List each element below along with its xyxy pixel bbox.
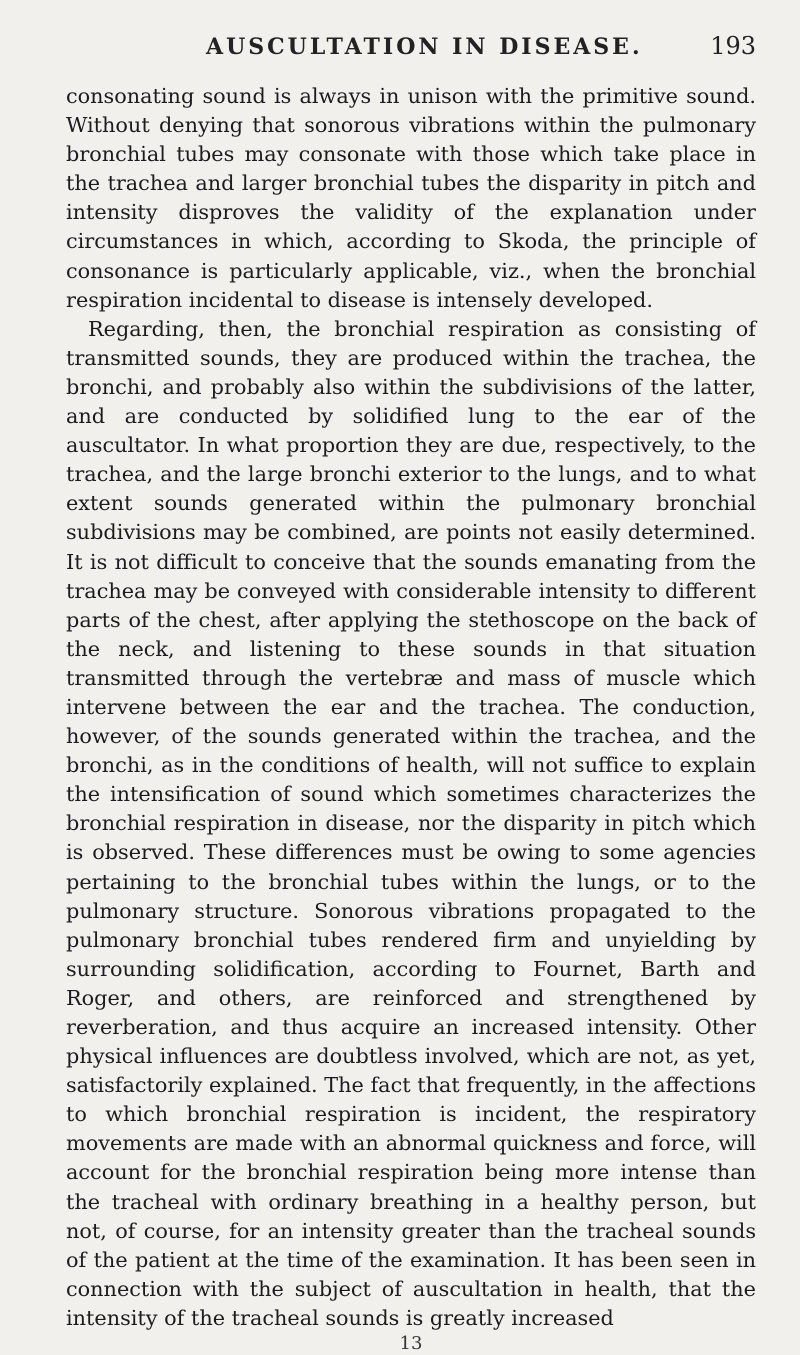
running-title: AUSCULTATION IN DISEASE. xyxy=(206,34,643,60)
paragraph-continued: consonating sound is always in unison with the primitive sound. Without denying that sonorous vibrations within the pulmonary bronchial tubes may consonate with those which take place in the trachea and larger bronchial tubes the disparity in pitch and intensity disproves the validity of the explanation under circumstances in which, according to Skoda, the principle of consonance is particularly applicable, viz., when the bronchial respiration incidental to disease is intensely developed. xyxy=(66,84,756,312)
signature-mark: 13 xyxy=(399,1333,423,1355)
running-head xyxy=(66,34,756,72)
page-number: 193 xyxy=(710,32,756,60)
body-text xyxy=(66,82,756,1333)
paragraph: Regarding, then, the bronchial respiration as consisting of transmitted sounds, they are produced within the trachea, the bronchi, and probably also within the subdivisions of the latter, and are conducted by solidified lung to the ear of the auscultator. In what proportion they are due, respectively, to the trachea, and the large bronchi exterior to the lungs, and to what extent sounds generated within the pulmonary bronchial subdivisions may be combined, are points not easily determined. It is not difficult to conceive that the sounds emanating from the trachea may be conveyed with considerable intensity to different parts of the chest, after applying the stethoscope on the back of the neck, and listening to these sounds in that situation transmitted through the vertebræ and mass of muscle which intervene between the ear and the trachea. The conduction, however, of the sounds generated within the trachea, and the bronchi, as in the conditions of health, will not suffice to explain the intensification of sound which sometimes characterizes the bronchial respiration in disease, nor the disparity in pitch which is observed. These differences must be owing to some agencies pertaining to the bronchial tubes within the lungs, or to the pulmonary structure. Sonorous vibrations propagated to the pulmonary bronchial tubes rendered firm and unyielding by surrounding solidification, according to Fournet, Barth and Roger, and others, are reinforced and strengthened by reverberation, and thus acquire an increased intensity. Other physical influences are doubtless involved, which are not, as yet, satisfactorily explained. The fact that frequently, in the affections to which bronchial respiration is incident, the respiratory movements are made with an abnormal quickness and force, will account for the bronchial respiration being more intense than the tracheal with ordinary breathing in a healthy person, but not, of course, for an intensity greater than the tracheal sounds of the patient at the time of the examination. It has been seen in connection with the subject of auscultation in health, that the intensity of the tracheal sounds is greatly increased xyxy=(66,316,756,1330)
